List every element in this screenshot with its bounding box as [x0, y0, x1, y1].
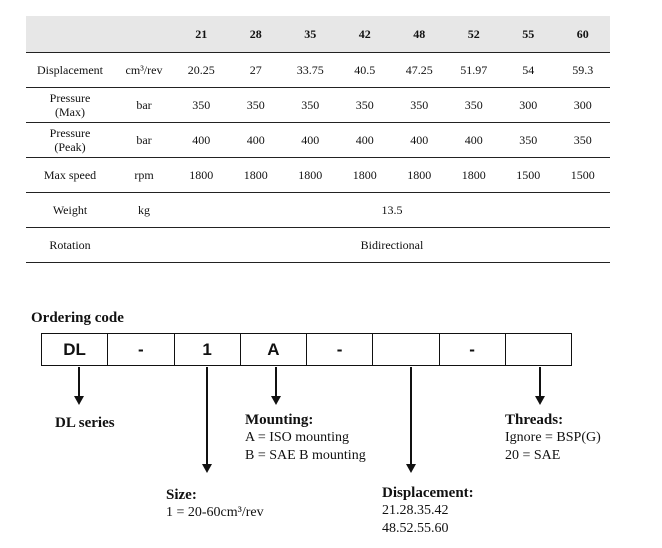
value-cell: 350	[301, 97, 320, 112]
spec-row	[26, 52, 610, 87]
unit-label	[114, 227, 174, 262]
param-label-line: Pressure	[49, 90, 91, 105]
spec-row	[26, 192, 610, 227]
size-option: 1 = 20-60cm³/rev	[166, 505, 264, 520]
size-legend	[166, 486, 264, 522]
value-cell: 400	[246, 132, 265, 147]
value-cell: 1800	[298, 167, 323, 182]
value-cell: 1800	[352, 167, 377, 182]
mounting-option-a: A = ISO mounting	[245, 430, 349, 445]
threads-arrow	[539, 367, 541, 403]
value-cell: 27	[249, 62, 262, 77]
value-cell: 400	[192, 132, 211, 147]
unit-label: bar	[136, 97, 152, 112]
code-segment-5: -	[307, 334, 373, 365]
model-header-42: 42	[358, 26, 371, 41]
value-cell: 400	[410, 132, 429, 147]
code-segment-6	[373, 334, 439, 365]
spec-row	[26, 227, 610, 262]
model-header-55: 55	[522, 26, 535, 41]
code-segment-8	[506, 334, 571, 365]
value-cell: 1800	[407, 167, 432, 182]
value-cell: 350	[519, 132, 538, 147]
value-cell: 1800	[189, 167, 214, 182]
size-title: Size:	[166, 487, 197, 503]
value-cell: 1500	[570, 167, 595, 182]
code-segment-7: -	[440, 334, 506, 365]
merged-value: Bidirectional	[360, 237, 424, 252]
dl-series-arrow	[78, 367, 80, 403]
value-cell: 1800	[243, 167, 268, 182]
threads-title: Threads:	[505, 412, 564, 428]
value-cell: 33.75	[296, 62, 324, 77]
code-segment-3: 1	[175, 334, 241, 365]
model-header-60: 60	[576, 26, 589, 41]
param-label-line: (Max)	[55, 104, 85, 119]
value-cell: 1800	[461, 167, 486, 182]
model-header-21: 21	[195, 26, 208, 41]
size-arrow	[206, 367, 208, 471]
spec-table	[26, 16, 610, 263]
param-label-line: Rotation	[49, 237, 91, 252]
value-cell: 40.5	[354, 62, 376, 77]
displacement-arrow	[410, 367, 412, 471]
dl-series-title: DL series	[55, 415, 115, 431]
threads-legend	[505, 411, 601, 465]
value-cell: 300	[519, 97, 538, 112]
dl-series-legend	[55, 414, 115, 432]
value-cell: 400	[301, 132, 320, 147]
param-label	[26, 52, 114, 87]
param-label	[26, 122, 114, 157]
model-header-28: 28	[249, 26, 262, 41]
mounting-arrow	[275, 367, 277, 403]
displacement-values-1: 21.28.35.42	[382, 503, 449, 518]
value-cell: 300	[573, 97, 592, 112]
displacement-title: Displacement:	[382, 485, 474, 501]
value-cell: 350	[246, 97, 265, 112]
unit-label: bar	[136, 132, 152, 147]
param-label-line: Displacement	[37, 62, 103, 77]
param-label-line: (Peak)	[54, 139, 86, 154]
model-header-35: 35	[304, 26, 317, 41]
spec-row	[26, 87, 610, 122]
unit-label: rpm	[134, 167, 154, 182]
displacement-legend	[382, 484, 474, 538]
value-cell: 350	[355, 97, 374, 112]
header-param-cell	[26, 16, 114, 52]
merged-value: 13.5	[381, 202, 403, 217]
ordering-code-box	[41, 333, 572, 366]
value-cell: 20.25	[187, 62, 215, 77]
displacement-values-2: 48.52.55.60	[382, 521, 449, 536]
model-header-48: 48	[413, 26, 426, 41]
value-cell: 400	[464, 132, 483, 147]
spec-row	[26, 122, 610, 157]
code-segment-1: DL	[42, 334, 108, 365]
header-unit-cell	[114, 16, 174, 52]
value-cell: 59.3	[572, 62, 594, 77]
mounting-option-b: B = SAE B mounting	[245, 448, 366, 463]
spec-body	[26, 52, 610, 262]
unit-label: kg	[138, 202, 150, 217]
mounting-title: Mounting:	[245, 412, 314, 428]
param-label-line: Pressure	[49, 125, 91, 140]
value-cell: 350	[464, 97, 483, 112]
value-cell: 47.25	[405, 62, 433, 77]
value-cell: 51.97	[460, 62, 488, 77]
threads-option-sae: 20 = SAE	[505, 448, 561, 463]
param-label	[26, 227, 114, 262]
value-cell: 1500	[516, 167, 541, 182]
param-label	[26, 87, 114, 122]
value-cell: 350	[192, 97, 211, 112]
threads-option-bsp: Ignore = BSP(G)	[505, 430, 601, 445]
mounting-legend	[245, 411, 366, 465]
param-label	[26, 157, 114, 192]
unit-label: cm³/rev	[125, 62, 163, 77]
value-cell: 54	[522, 62, 535, 77]
code-segment-2: -	[108, 334, 174, 365]
param-label-line: Max speed	[43, 167, 97, 182]
value-cell: 350	[410, 97, 429, 112]
model-header-52: 52	[467, 26, 480, 41]
ordering-code-title: Ordering code	[31, 310, 124, 326]
value-cell: 400	[355, 132, 374, 147]
param-label	[26, 192, 114, 227]
value-cell: 350	[573, 132, 592, 147]
spec-header-row	[26, 16, 610, 52]
code-segment-4: A	[241, 334, 307, 365]
spec-row	[26, 157, 610, 192]
param-label-line: Weight	[52, 202, 88, 217]
